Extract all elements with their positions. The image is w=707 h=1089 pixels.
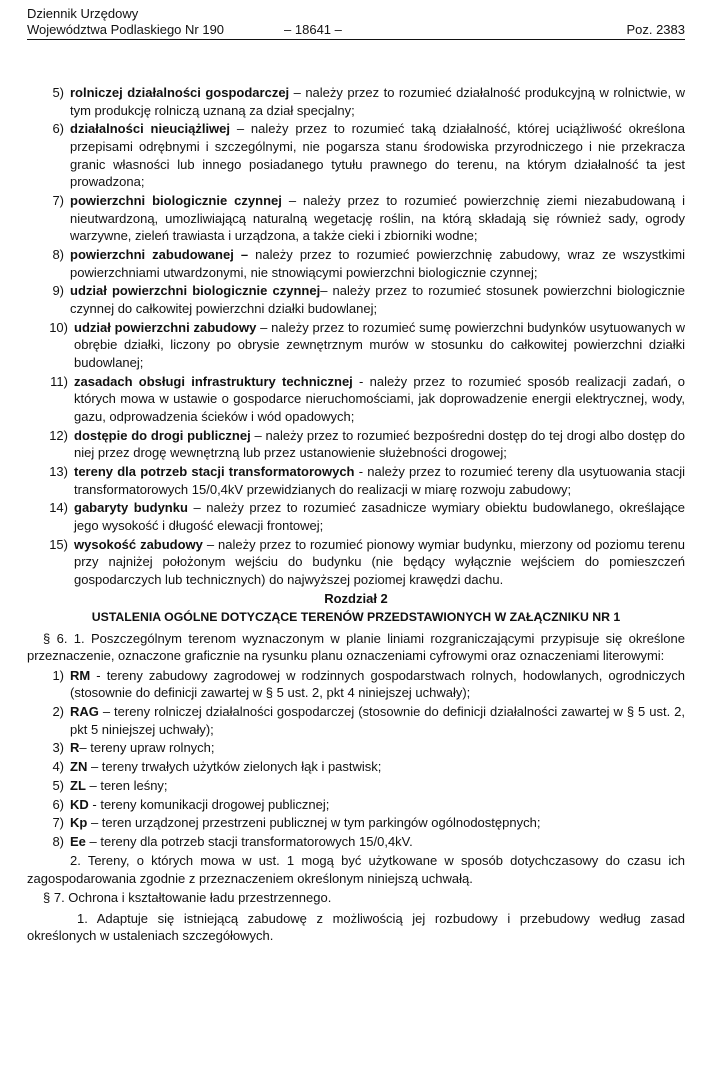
designation-text: – tereny rolniczej działalności gospodarczej (stosownie do definicji działalności zawartej w § 5 ust. 2, pkt 5 niniejszej uchwały); xyxy=(70,703,685,737)
designation-code: R xyxy=(70,740,80,756)
designation-item xyxy=(27,739,685,757)
designation-text: – tereny trwałych użytków zielonych łąk i pastwisk; xyxy=(87,759,382,775)
item-number: 7) xyxy=(52,815,64,831)
document-body xyxy=(27,84,685,946)
item-number: 1) xyxy=(52,667,64,683)
item-number: 5) xyxy=(52,777,64,793)
paragraph-6-intro: § 6. 1. Poszczególnym terenom wyznaczonym w planie liniami rozgraniczającymi przypisuje się określone przeznaczenie, oznaczone graficznie na rysunku planu oznaczeniami cyfrowymi oraz oznaczeniami literowymi: xyxy=(27,630,685,664)
designation-item xyxy=(27,758,685,776)
defined-term: wysokość zabudowy xyxy=(74,536,203,552)
definition-text: – należy przez to rozumieć powierzchnię ziemi niezabudowaną i nieutwardzoną, umozliwiającą naturalną wegetację roślin, na którą składają się również sady, ogrody warzywne, zieleń trawiasta i urządzona, a także cieki i zbiorniki wodne; xyxy=(70,192,686,244)
definition-text: – należy przez to rozumieć zasadnicze wymiary obiektu budowlanego, określające jego wysokość i długość elewacji frontowej; xyxy=(74,500,685,533)
definition-item xyxy=(27,319,685,372)
item-number: 6) xyxy=(52,796,64,812)
definition-text: należy przez to rozumieć powierzchnię zabudowy, wraz ze wszystkimi powierzchniami utwardzonymi, nie stnowiącymi powierzchni biologicznie czynnej; xyxy=(70,246,685,280)
page-header xyxy=(27,6,685,40)
item-text xyxy=(70,739,685,757)
item-text xyxy=(70,758,685,776)
designation-item xyxy=(27,703,685,738)
definition-item xyxy=(27,192,685,245)
defined-term: rolniczej działalności gospodarczej xyxy=(70,85,290,100)
designation-code: Kp xyxy=(70,815,88,831)
item-text xyxy=(74,373,685,426)
item-number: 15) xyxy=(49,536,68,552)
item-number: 10) xyxy=(49,319,68,335)
definition-text: – należy przez to rozumieć działalność produkcyjną w rolnictwie, w tym produkcję rolniczą uznaną za dział specjalny; xyxy=(70,85,685,118)
item-text xyxy=(70,703,685,738)
definition-text: - należy przez to rozumieć tereny dla usytuowania stacji transformatorowych 15/0,4kV przewidzianych do realizacji w miarę rozwoju zabudowy; xyxy=(74,463,685,497)
item-text xyxy=(70,282,685,317)
designation-text: – tereny upraw rolnych; xyxy=(79,740,215,756)
item-number: 13) xyxy=(49,463,68,479)
definition-item xyxy=(27,427,685,462)
header-rule xyxy=(27,39,685,40)
page-number: – 18641 – xyxy=(284,22,342,37)
designation-code: ZN xyxy=(70,759,88,775)
designation-text: – teren urządzonej przestrzeni publicznej w tym parkingów ogólnodostępnych; xyxy=(87,815,541,831)
defined-term: udział powierzchni biologicznie czynnej xyxy=(70,283,321,299)
item-text xyxy=(74,427,685,462)
designation-code: RAG xyxy=(70,703,99,719)
designation-text: – tereny dla potrzeb stacji transformatorowych 15/0,4kV. xyxy=(85,834,413,850)
definition-text: – należy przez to rozumieć stosunek powierzchni biologicznie czynnej do całkowitej powierzchni działki budowlanej; xyxy=(70,283,685,316)
item-number: 2) xyxy=(52,703,64,719)
designation-item xyxy=(27,814,685,832)
definition-text: - należy przez to rozumieć sposób realizacji zadań, o których mowa w ustawie o gospodarce nieruchomościami, jak doprowadzenie energii elektrycznej, wody, gazu, odprowadzenia ścieków i wód opadowych; xyxy=(74,373,685,424)
definition-item xyxy=(27,84,685,119)
defined-term: działalności nieuciążliwej xyxy=(70,121,231,137)
header-row xyxy=(27,22,685,38)
designation-code: RM xyxy=(70,667,91,683)
item-number: 6) xyxy=(52,121,64,137)
defined-term: powierzchni zabudowanej – xyxy=(70,246,249,262)
definition-item xyxy=(27,463,685,498)
item-text xyxy=(70,120,685,190)
journal-issue: Województwa Podlaskiego Nr 190 xyxy=(27,22,225,37)
designation-item xyxy=(27,796,685,814)
designation-item xyxy=(27,777,685,795)
item-text xyxy=(74,499,685,534)
chapter-title: USTALENIA OGÓLNE DOTYCZĄCE TERENÓW PRZEDSTAWIONYCH W ZAŁĄCZNIKU NR 1 xyxy=(91,610,621,625)
item-text xyxy=(70,667,685,702)
item-number: 7) xyxy=(52,192,64,208)
definition-item xyxy=(27,282,685,317)
chapter-label: Rozdział 2 xyxy=(324,590,388,606)
paragraph-7-ust1: 1. Adaptuje się istniejącą zabudowę z możliwością jej rozbudowy i przebudowy według zasad określonych w ustaleniach szczegółowych. xyxy=(27,910,685,944)
definition-item xyxy=(27,499,685,534)
definition-text: – należy przez to rozumieć pionowy wymiar budynku, mierzony od poziomu terenu przy najniżej położonym wejściu do budynku (nie będący wyłącznie wejściem do pomieszczeń gospodarczych lub technicznych) do najwyższej poziomej krawędzi dachu. xyxy=(74,536,685,587)
designations-list xyxy=(27,667,685,851)
defined-term: gabaryty budynku xyxy=(74,500,188,516)
definitions-list xyxy=(27,84,685,589)
item-number: 12) xyxy=(49,427,68,443)
item-number: 9) xyxy=(52,283,64,299)
definition-text: – należy przez to rozumieć bezpośredni dostęp do tej drogi albo dostęp do niej przez drogę wewnętrzną lub przez ustanowienie służebności drogowej; xyxy=(74,427,685,461)
item-text xyxy=(70,777,685,795)
item-text xyxy=(70,84,685,119)
item-text xyxy=(70,192,685,245)
item-text xyxy=(70,814,685,832)
definition-text: – należy przez to rozumieć sumę powierzchni budynków usytuowanych w obrębie działki, liczony po obrysie zewnętrznym murów w stosunku do całkowitej powierzchni działki budowlanej; xyxy=(74,319,685,370)
item-number: 14) xyxy=(49,500,68,516)
item-number: 5) xyxy=(52,85,64,100)
position-number: Poz. 2383 xyxy=(626,22,685,37)
item-text xyxy=(74,463,685,498)
designation-code: ZL xyxy=(70,777,86,793)
definition-item xyxy=(27,120,685,190)
definition-item xyxy=(27,373,685,426)
item-number: 4) xyxy=(52,759,64,775)
item-text xyxy=(70,833,685,851)
defined-term: zasadach obsługi infrastruktury technicznej xyxy=(74,373,353,389)
designation-code: Ee xyxy=(70,834,86,850)
item-text xyxy=(70,246,685,281)
defined-term: udział powierzchni zabudowy xyxy=(74,319,257,335)
designation-item xyxy=(27,667,685,702)
item-number: 8) xyxy=(52,834,64,850)
designation-item xyxy=(27,833,685,851)
designation-text: - tereny zabudowy zagrodowej w rodzinnych gospodarstwach rolnych, hodowlanych, ogrodniczych (stosownie do definicji zawartej w § 5 ust. 2, pkt 4 niniejszej uchwały); xyxy=(70,667,685,701)
journal-name: Dziennik Urzędowy xyxy=(27,6,139,21)
definition-text: – należy przez to rozumieć taką działalność, której uciążliwość określona przepisami odrębnymi i szczególnymi, nie pogarsza stanu środowiska przyrodniczego i nie przekracza granic własności lub innego posiadanego tytułu prawnego do terenu, na którym działalność ta jest prowadzona; xyxy=(70,121,685,190)
definition-item xyxy=(27,246,685,281)
item-text xyxy=(74,319,685,372)
defined-term: tereny dla potrzeb stacji transformatorowych xyxy=(74,463,355,479)
paragraph-6-ust2: 2. Tereny, o których mowa w ust. 1 mogą być użytkowane w sposób dotychczasowy do czasu ich zagospodarowania zgodnie z przeznaczeniem określonym niniejszą uchwałą. xyxy=(27,853,685,886)
defined-term: dostępie do drogi publicznej xyxy=(74,427,251,443)
item-text xyxy=(74,536,685,589)
paragraph-7-title: § 7. Ochrona i kształtowanie ładu przestrzennego. xyxy=(43,890,332,906)
designation-text: - tereny komunikacji drogowej publicznej; xyxy=(88,796,330,812)
designation-code: KD xyxy=(70,796,89,812)
item-number: 3) xyxy=(52,740,64,756)
item-number: 8) xyxy=(52,246,64,262)
definition-item xyxy=(27,536,685,589)
defined-term: powierzchni biologicznie czynnej xyxy=(70,192,282,208)
item-text xyxy=(70,796,685,814)
item-number: 11) xyxy=(50,373,68,389)
designation-text: – teren leśny; xyxy=(85,777,168,793)
